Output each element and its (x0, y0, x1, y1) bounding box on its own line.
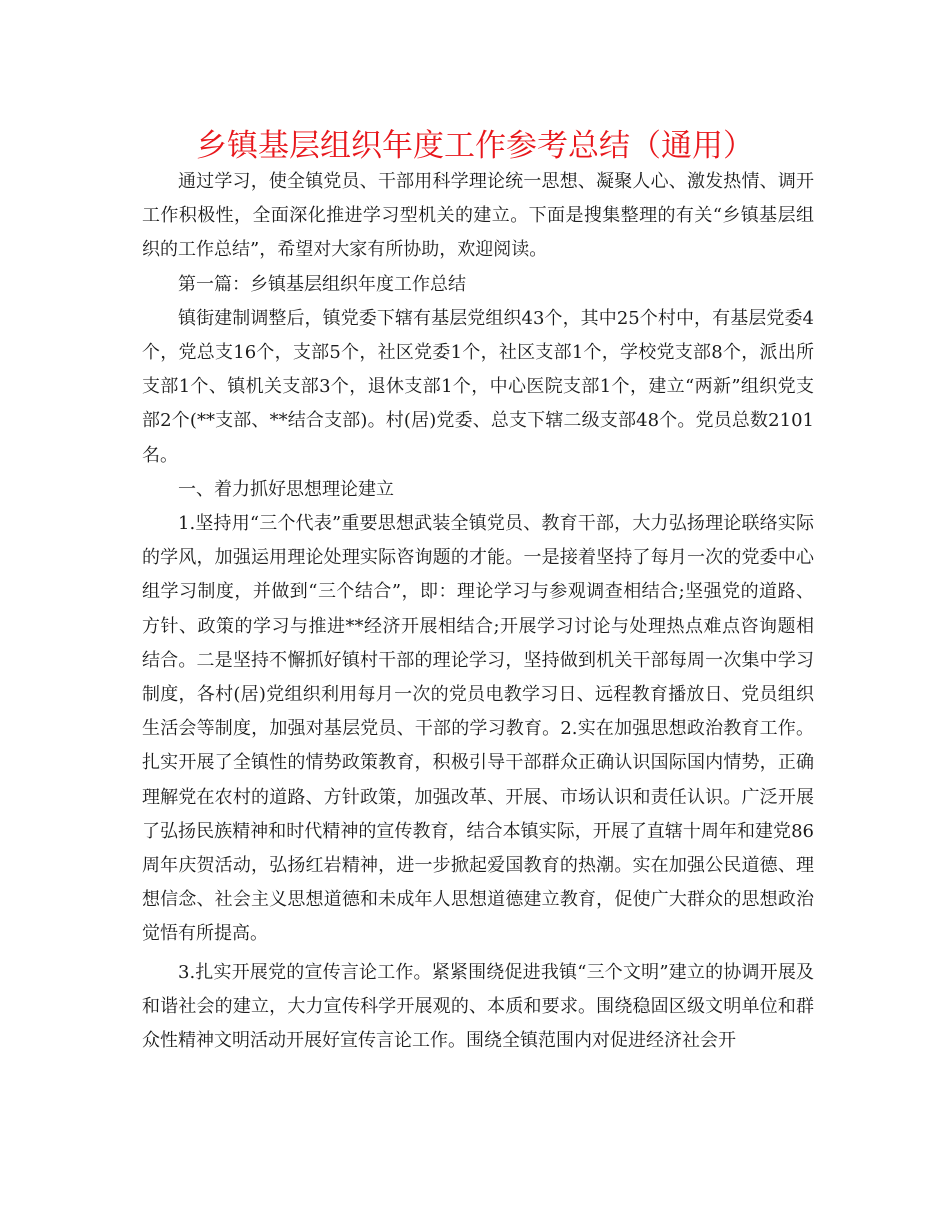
organization-overview-paragraph: 镇街建制调整后，镇党委下辖有基层党组织43个，其中25个村中，有基层党委4个，党总支16个，支部5个，社区党委1个，社区支部1个，学校党支部8个，派出所支部1个、镇机关支部3个，退休支部1个，中心医院支部1个，建立“两新”组织党支部2个(**支部、**结合支部)。村(居)党委、总支下辖二级支部48个。党员总数2101名。 (142, 307, 814, 466)
propaganda-paragraph: 3.扎实开展党的宣传言论工作。紧紧围绕促进我镇“三个文明”建立的协调开展及和谐社会的建立，大力宣传科学开展观的、本质和要求。围绕稳固区级文明单位和群众性精神文明活动开展好宣传言论工作。围绕全镇范围内对促进经济社会开 (142, 961, 814, 1052)
theory-study-paragraph: 1.坚持用“三个代表”重要思想武装全镇党员、教育干部，大力弘扬理论联络实际的学风，加强运用理论处理实际咨询题的才能。一是接着坚持了每月一次的党委中心组学习制度，并做到“三个结合”，即：理论学习与参观调查相结合;坚强党的道路、方针、政策的学习与推进**经济开展相结合;开展学习讨论与处理热点难点咨询题相结合。二是坚持不懈抓好镇村干部的理论学习，坚持做到机关干部每周一次集中学习制度，各村(居)党组织利用每月一次的党员电教学习日、远程教育播放日、党员组织生活会等制度，加强对基层党员、干部的学习教育。2.实在加强思想政治教育工作。扎实开展了全镇性的情势政策教育，积极引导干部群众正确认识国际国内情势，正确理解党在农村的道路、方针政策，加强改革、开展、市场认识和责任认识。广泛开展了弘扬民族精神和时代精神的宣传教育，结合本镇实际，开展了直辖十周年和建党86周年庆贺活动，弘扬红岩精神，进一步掀起爱国教育的热潮。实在加强公民道德、理想信念、社会主义思想道德和未成年人思想道德建立教育，促使广大群众的思想政治觉悟有所提高。 (142, 513, 814, 945)
section-heading-part-one: 第一篇：乡镇基层组织年度工作总结 (178, 273, 466, 295)
intro-paragraph: 通过学习，使全镇党员、干部用科学理论统一思想、凝聚人心、激发热情、调开工作积极性，全面深化推进学习型机关的建立。下面是搜集整理的有关“乡镇基层组织的工作总结”，希望对大家有所协助，欢迎阅读。 (142, 171, 814, 261)
document-body (142, 165, 814, 1058)
document-title: 乡镇基层组织年度工作参考总结（通用） (196, 128, 754, 164)
section-heading-theory: 一、着力抓好思想理论建立 (178, 478, 394, 500)
